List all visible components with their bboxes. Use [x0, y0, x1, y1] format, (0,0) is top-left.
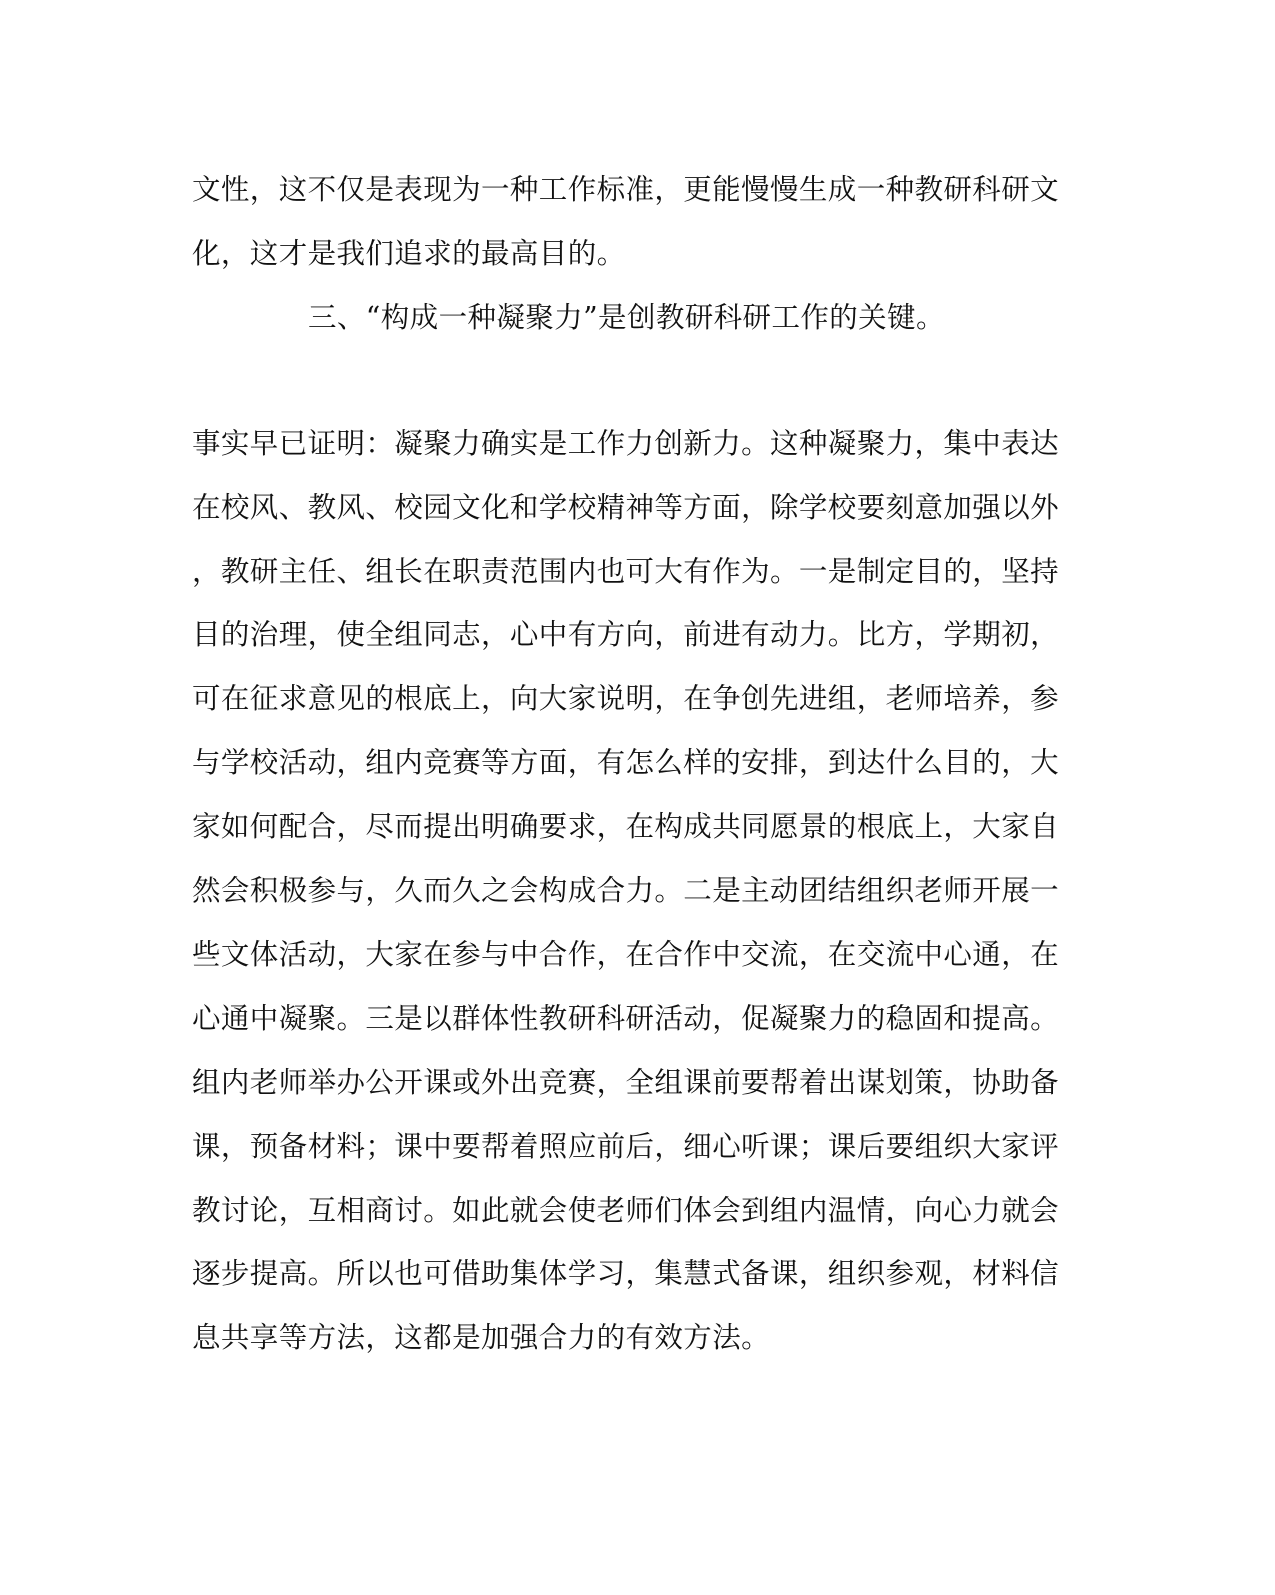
paragraph-line: 心通中凝聚。三是以群体性教研科研活动，促凝聚力的稳固和提高。: [192, 1002, 1060, 1035]
paragraph-line: 然会积极参与，久而久之会构成合力。二是主动团结组织老师开展一: [192, 874, 1060, 907]
paragraph-line: ，教研主任、组长在职责范围内也可大有作为。一是制定目的，坚持: [192, 555, 1060, 588]
paragraph-line: 教讨论，互相商讨。如此就会使老师们体会到组内温情，向心力就会: [192, 1194, 1060, 1227]
paragraph-line: 息共享等方法，这都是加强合力的有效方法。: [192, 1321, 771, 1354]
paragraph-line: 些文体活动，大家在参与中合作，在合作中交流，在交流中心通，在: [192, 938, 1060, 971]
paragraph-line: 组内老师举办公开课或外出竞赛，全组课前要帮着出谋划策，协助备: [192, 1066, 1060, 1099]
paragraph-line: 在校风、教风、校园文化和学校精神等方面，除学校要刻意加强以外: [192, 491, 1060, 524]
paragraph-line: 文性，这不仅是表现为一种工作标准，更能慢慢生成一种教研科研文: [192, 173, 1060, 206]
paragraph-line: 家如何配合，尽而提出明确要求，在构成共同愿景的根底上，大家自: [192, 810, 1060, 843]
section-heading: 三、“构成一种凝聚力”是创教研科研工作的关键。: [308, 301, 945, 334]
paragraph-line: 目的治理，使全组同志，心中有方向，前进有动力。比方，学期初，: [192, 618, 1060, 651]
paragraph-line: 逐步提高。所以也可借助集体学习，集慧式备课，组织参观，材料信: [192, 1257, 1060, 1290]
paragraph-line: 课，预备材料；课中要帮着照应前后，细心听课；课后要组织大家评: [192, 1130, 1060, 1163]
paragraph-line: 可在征求意见的根底上，向大家说明，在争创先进组，老师培养，参: [192, 682, 1060, 715]
paragraph-line: 事实早已证明：凝聚力确实是工作力创新力。这种凝聚力，集中表达: [192, 427, 1060, 460]
paragraph-line: 与学校活动，组内竞赛等方面，有怎么样的安排，到达什么目的，大: [192, 746, 1060, 779]
paragraph-line: 化，这才是我们追求的最高目的。: [192, 237, 626, 270]
